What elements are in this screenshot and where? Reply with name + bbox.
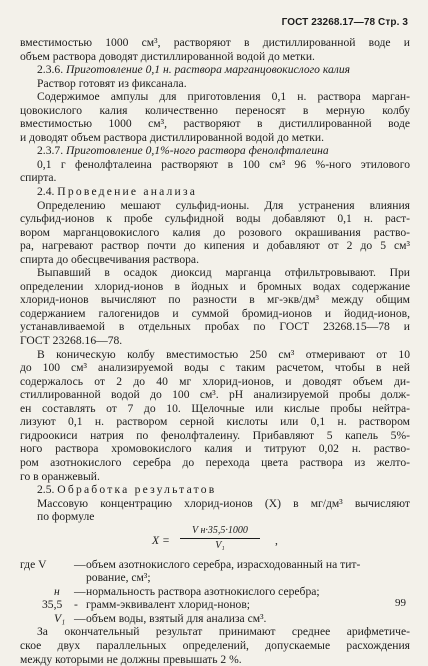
text-line: ен составлять от 7 до 10. Щелочные или кислые пробы нейтра- [20, 401, 410, 415]
legend-row [20, 598, 360, 612]
text-line: Выпавший в осадок диоксид марганца отфильтровывают. При [37, 266, 410, 280]
text-line: В коническую колбу вместимостью 250 см³ отмеривают от 10 [37, 347, 410, 361]
text-line: стиллированной водой до 100 см³. pH анализируемой пробы долж- [20, 388, 410, 402]
formula-lhs: X = [152, 533, 170, 547]
text-line: ское двух параллельных определений, допускаемые расхождения [20, 638, 410, 652]
legend-symbol: где V [20, 557, 47, 571]
legend-symbol [20, 571, 74, 585]
text-line: Содержимое ампулы для приготовления 0,1 н. раствора марган- [37, 90, 410, 104]
legend-text: грамм-эквивалент хлорид-нонов; [86, 598, 251, 612]
section-2-5-heading: 2.5. Обработка результатов [37, 483, 217, 497]
text-line: спирта. [20, 171, 57, 185]
legend-dash: - [74, 598, 78, 612]
text-line: го в оранжевый. [20, 469, 100, 483]
text-line: Определению мешают сульфид-ионы. Для устранения влияния [37, 198, 410, 212]
text-line: объем раствора доводят дистиллированной водой до метки. [20, 49, 315, 63]
document-body [20, 36, 410, 666]
text-line: ром азотнокислого серебра до перехода цвета раствора из желто- [20, 455, 410, 469]
formula-numerator: V н·35,5·1000 [180, 524, 260, 540]
section-2-3-7-title: 2.3.7. Приготовление 0,1%-ного раствора фенолфталеина [37, 144, 329, 158]
text-line: ного раствора хромовокислого калия и титруют 0,02 н. раство- [20, 442, 410, 456]
formula-trail: , [275, 533, 278, 547]
legend-row [20, 612, 360, 626]
text-line: ра, нагревают раствор почти до кипения и добавляют от 2 до 5 см³ [20, 239, 410, 253]
section-2-4-heading: 2.4. Проведение анализа [37, 185, 198, 199]
text-line: по формуле [37, 510, 95, 524]
legend-dash: — [74, 557, 86, 571]
legend-text: нормальность раствора азотнокислого серебра; [86, 584, 320, 598]
section-2-3-6-title: 2.3.6. Приготовление 0,1 н. раствора марганцовокислого калия [37, 63, 351, 77]
text-line: до 100 см³ анализируемой воды с таким расчетом, чтобы в ней [20, 361, 410, 375]
text-line: вместимостью 1000 см³, растворяют в дистиллированной воде и [20, 36, 410, 49]
text-line: содержалось от 2 до 40 мг хлорид-ионов, и доводят объем ди- [20, 374, 410, 388]
legend-symbol: 35,5 [42, 598, 63, 612]
text-line: устанавливаемой в отдельных пробах по ГОСТ 23268.15—78 и [20, 320, 410, 334]
text-line: и доводят объем раствора дистиллированной водой до метки. [20, 130, 325, 144]
text-line: вместимостью 1000 см³, растворяют в дистиллированной воде [20, 117, 410, 131]
legend-dash [74, 571, 86, 585]
text-line: Раствор готовят из фиксанала. [37, 76, 187, 90]
legend-symbol: н [54, 584, 60, 598]
text-line: хлорид-ионов вычисляют по разности в мг-экв/дм³ между общим [20, 293, 410, 307]
legend-text: объем воды, взятый для анализа см³. [86, 611, 267, 625]
legend-symbol: V₁ [54, 611, 66, 625]
legend-text: объем азотнокислого серебра, израсходованный на тит- [86, 557, 361, 571]
text-line: ГОСТ 23268.16—78. [20, 334, 123, 348]
formula [20, 524, 410, 558]
formula-denominator: V₁ [215, 540, 225, 552]
text-line: гидроокиси натрия по фенолфталеину. Прибавляют 5 капель 5%- [20, 428, 410, 442]
legend-row [20, 585, 360, 599]
text-line: между которыми не должны превышать 2 %. [20, 652, 242, 666]
text-line: цовокислого калия количественно переносят в мерную колбу [20, 103, 410, 117]
legend-dash: — [74, 584, 86, 598]
legend-dash: — [74, 611, 86, 625]
text-line: За окончательный результат принимают среднее арифметиче- [37, 625, 410, 639]
page-header: ГОСТ 23268.17—78 Стр. 3 [281, 17, 408, 28]
text-line: спирта до обесцвечивания раствора. [20, 252, 199, 266]
legend-row [20, 571, 360, 585]
page-number: 99 [395, 597, 406, 609]
formula-legend [20, 558, 360, 626]
text-line: определении хлорид-ионов в йодных и бромных водах содержание [20, 279, 410, 293]
text-line: лизуют 0,1 н. раствором серной кислоты или 0,1 н. раствором [20, 415, 410, 429]
text-line: Массовую концентрацию хлорид-ионов (X) в мг/дм³ вычисляют [37, 496, 410, 510]
legend-text: рование, см³; [86, 571, 151, 585]
text-line: вором марганцовокислого калия до розового окрашивания раство- [20, 225, 410, 239]
formula-fraction [180, 524, 260, 553]
text-line: содержанием галогенидов и суммой бромид-ионов и йодид-ионов, [20, 306, 410, 320]
text-line: 0,1 г фенолфталеина растворяют в 100 см³ 96 %-ного этилового [37, 157, 410, 171]
legend-row [20, 558, 360, 572]
text-line: сульфид-ионов к пробе сульфидной воды добавляют 0,1 н. раст- [20, 212, 410, 226]
